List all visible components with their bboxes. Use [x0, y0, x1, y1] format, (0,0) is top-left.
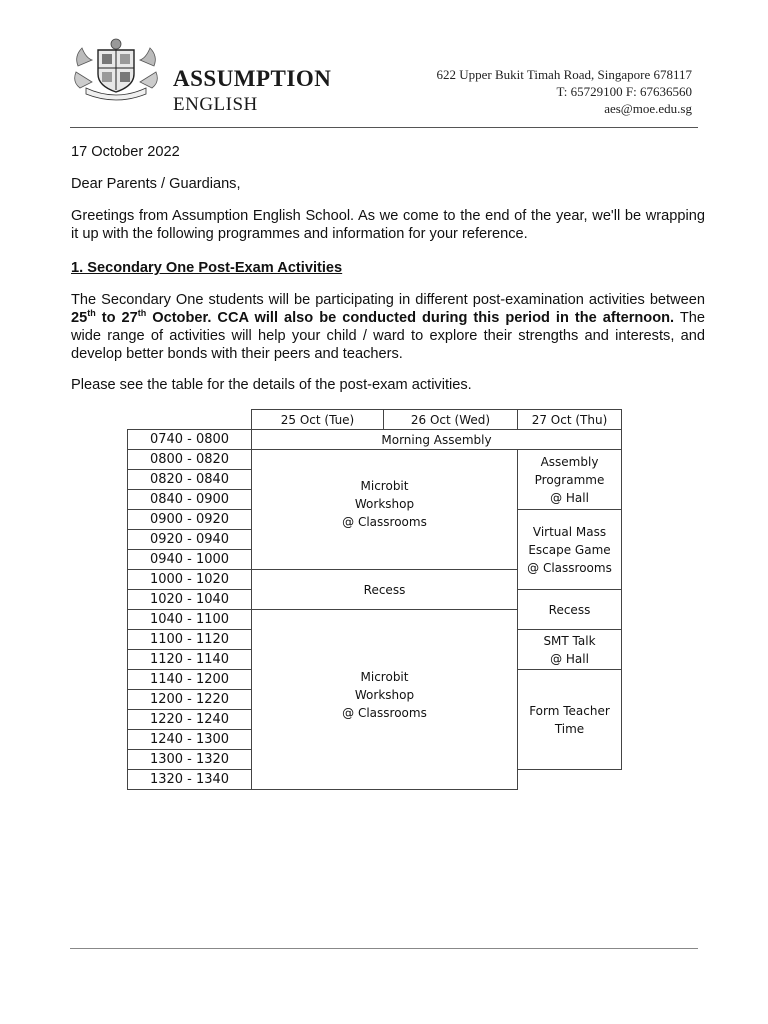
time-slot: 0800 - 0820 — [128, 450, 252, 470]
day-header-thu: 27 Oct (Thu) — [518, 410, 622, 430]
salutation: Dear Parents / Guardians, — [71, 176, 241, 192]
time-slot: 1200 - 1220 — [128, 690, 252, 710]
time-slot: 0820 - 0840 — [128, 470, 252, 490]
time-slot: 1320 - 1340 — [128, 770, 252, 790]
cell-line: @ Classrooms — [342, 705, 427, 720]
recess-cell: Recess — [252, 570, 518, 610]
date-end: to 27 — [95, 310, 138, 326]
letterhead-divider — [70, 127, 698, 128]
time-slot: 1300 - 1320 — [128, 750, 252, 770]
cell-line: Assembly — [540, 454, 599, 469]
cell-line: SMT Talk — [543, 633, 596, 648]
cell-line: Microbit — [360, 669, 409, 684]
section-heading: 1. Secondary One Post-Exam Activities — [71, 260, 343, 276]
cell-line: Workshop — [354, 687, 415, 702]
school-name: ASSUMPTION — [173, 66, 332, 91]
cell-line: Workshop — [354, 496, 415, 511]
time-slot: 1000 - 1020 — [128, 570, 252, 590]
time-slot: 0840 - 0900 — [128, 490, 252, 510]
form-teacher-time-cell — [518, 670, 622, 770]
assembly-programme-cell — [518, 450, 622, 510]
table-intro: Please see the table for the details of the post-exam activities. — [71, 377, 472, 393]
school-crest-logo — [72, 36, 160, 104]
time-slot: 0940 - 1000 — [128, 550, 252, 570]
cell-line: @ Hall — [550, 651, 589, 666]
cca-notice: October. CCA will also be conducted during this period in the afternoon. — [146, 310, 675, 326]
school-address: 622 Upper Bukit Timah Road, Singapore 678117 — [436, 67, 692, 82]
contact-block — [436, 66, 692, 117]
time-slot: 1120 - 1140 — [128, 650, 252, 670]
morning-assembly-cell: Morning Assembly — [252, 430, 622, 450]
time-slot: 1100 - 1120 — [128, 630, 252, 650]
school-subtitle: ENGLISH — [173, 94, 258, 115]
letter-date: 17 October 2022 — [71, 144, 180, 160]
microbit-workshop-morning-cell — [252, 450, 518, 570]
time-slot: 1040 - 1100 — [128, 610, 252, 630]
footer-divider — [70, 948, 698, 949]
intro-paragraph: Greetings from Assumption English School. As we come to the end of the year, we'll be wrapping it up with the following programmes and information for your reference. — [71, 208, 705, 242]
cell-line: Time — [554, 721, 585, 736]
activities-paragraph — [71, 291, 705, 363]
cell-line: Escape Game — [528, 542, 611, 557]
microbit-workshop-late-cell — [252, 610, 518, 790]
paragraph-text: The Secondary One students will be participating in different post-examination activities between — [71, 292, 705, 308]
paragraph-text: The wide range of activities will help your child / ward to explore their strengths and interests, and develop better bonds with their peers and teachers. — [71, 310, 705, 362]
virtual-mass-cell — [518, 510, 622, 590]
cell-line: Virtual Mass — [532, 524, 607, 539]
school-phone: T: 65729100 F: 67636560 — [556, 84, 692, 99]
cell-line: Microbit — [360, 478, 409, 493]
time-slot: 0920 - 0940 — [128, 530, 252, 550]
time-slot: 1240 - 1300 — [128, 730, 252, 750]
cell-line: Programme — [534, 472, 605, 487]
ordinal-suffix: th — [137, 308, 147, 319]
cell-line: @ Classrooms — [527, 560, 612, 575]
cell-line: Form Teacher — [529, 703, 610, 718]
schedule-table — [127, 409, 622, 790]
smt-talk-cell — [518, 630, 622, 670]
time-slot: 1020 - 1040 — [128, 590, 252, 610]
ordinal-suffix: th — [87, 308, 96, 319]
cell-line: @ Hall — [550, 490, 589, 505]
date-start: 25 — [71, 310, 88, 326]
time-slot: 0900 - 0920 — [128, 510, 252, 530]
time-slot: 1220 - 1240 — [128, 710, 252, 730]
thu-recess-cell: Recess — [518, 590, 622, 630]
cell-line: @ Classrooms — [342, 514, 427, 529]
time-slot: 1140 - 1200 — [128, 670, 252, 690]
date-range-start — [71, 310, 674, 326]
time-slot: 0740 - 0800 — [128, 430, 252, 450]
school-email: aes@moe.edu.sg — [604, 101, 692, 116]
day-header-tue: 25 Oct (Tue) — [252, 410, 384, 430]
day-header-wed: 26 Oct (Wed) — [384, 410, 518, 430]
